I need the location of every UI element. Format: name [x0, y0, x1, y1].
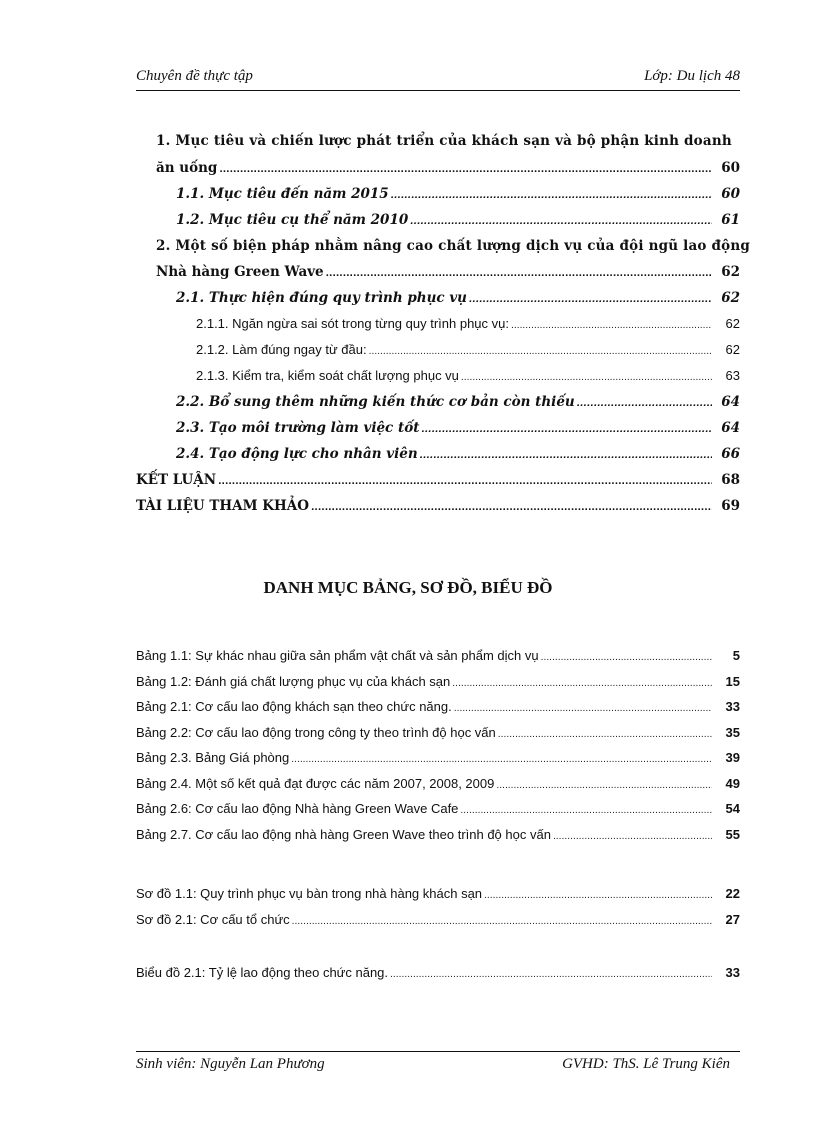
header-course: Chuyên đề thực tập	[136, 68, 253, 84]
toc-item-2-1-3: 2.1.3. Kiểm tra, kiểm soát chất lượng phục vụ ..... 63	[196, 368, 740, 383]
toc-item-2-2: 2.2. Bổ sung thêm những kiến thức cơ bản còn thiếu ..... 64	[176, 394, 740, 410]
header-rule	[136, 90, 740, 91]
footer-advisor: GVHD: ThS. Lê Trung Kiên	[562, 1056, 730, 1072]
toc-references: TÀI LIỆU THAM KHẢO ..... 69	[136, 498, 740, 514]
table-item: Bảng 2.1: Cơ cấu lao động khách sạn theo chức năng. ..... 33	[136, 699, 740, 714]
list-title: DANH MỤC BẢNG, SƠ ĐỒ, BIỂU ĐỒ	[263, 578, 553, 597]
diagram-item: Sơ đồ 1.1: Quy trình phục vụ bàn trong nhà hàng khách sạn ..... 22	[136, 886, 740, 901]
toc-item-2-1-2: 2.1.2. Làm đúng ngay từ đầu: ..... 62	[196, 342, 740, 357]
toc-item-1-line1: 1. Mục tiêu và chiến lược phát triển của khách sạn và bộ phận kinh doanh	[156, 133, 732, 149]
table-item: Bảng 2.3. Bảng Giá phòng ..... 39	[136, 750, 740, 765]
table-item: Bảng 1.1: Sự khác nhau giữa sản phẩm vật chất và sản phẩm dịch vụ ..... 5	[136, 648, 740, 663]
toc-item-2-4: 2.4. Tạo động lực cho nhân viên ..... 66	[176, 446, 740, 462]
toc-item-1-1: 1.1. Mục tiêu đến năm 2015 ..... 60	[176, 186, 740, 202]
toc-item-2-1: 2.1. Thực hiện đúng quy trình phục vụ ..... 62	[176, 290, 740, 306]
table-item: Bảng 2.2: Cơ cấu lao động trong công ty theo trình độ học vấn ..... 35	[136, 725, 740, 740]
header-class: Lớp: Du lịch 48	[644, 68, 740, 84]
toc-item-2: Nhà hàng Green Wave ..... 62	[156, 264, 740, 280]
table-item: Bảng 2.6: Cơ cấu lao động Nhà hàng Green Wave Cafe ..... 54	[136, 801, 740, 816]
toc-item-2-1-1: 2.1.1. Ngăn ngừa sai sót trong từng quy trình phục vụ: ..... 62	[196, 316, 740, 331]
toc-item-1: ăn uống ..... 60	[156, 160, 740, 176]
table-item: Bảng 1.2: Đánh giá chất lượng phục vụ của khách sạn ..... 15	[136, 674, 740, 689]
toc-item-1-2: 1.2. Mục tiêu cụ thể năm 2010 ..... 61	[176, 212, 740, 228]
diagram-item: Sơ đồ 2.1: Cơ cấu tổ chức ..... 27	[136, 912, 740, 927]
chart-item: Biểu đồ 2.1: Tỷ lệ lao động theo chức năng. ..... 33	[136, 965, 740, 980]
toc-conclusion: KẾT LUẬN ..... 68	[136, 472, 740, 488]
footer-student: Sinh viên: Nguyễn Lan Phương	[136, 1056, 325, 1072]
table-item: Bảng 2.7. Cơ cấu lao động nhà hàng Green Wave theo trình độ học vấn ..... 55	[136, 827, 740, 842]
table-item: Bảng 2.4. Một số kết quả đạt được các năm 2007, 2008, 2009 ..... 49	[136, 776, 740, 791]
footer-rule	[136, 1051, 740, 1052]
toc-item-2-line1: 2. Một số biện pháp nhằm nâng cao chất lượng dịch vụ của đội ngũ lao động	[156, 238, 751, 254]
toc-item-2-3: 2.3. Tạo môi trường làm việc tốt ..... 64	[176, 420, 740, 436]
